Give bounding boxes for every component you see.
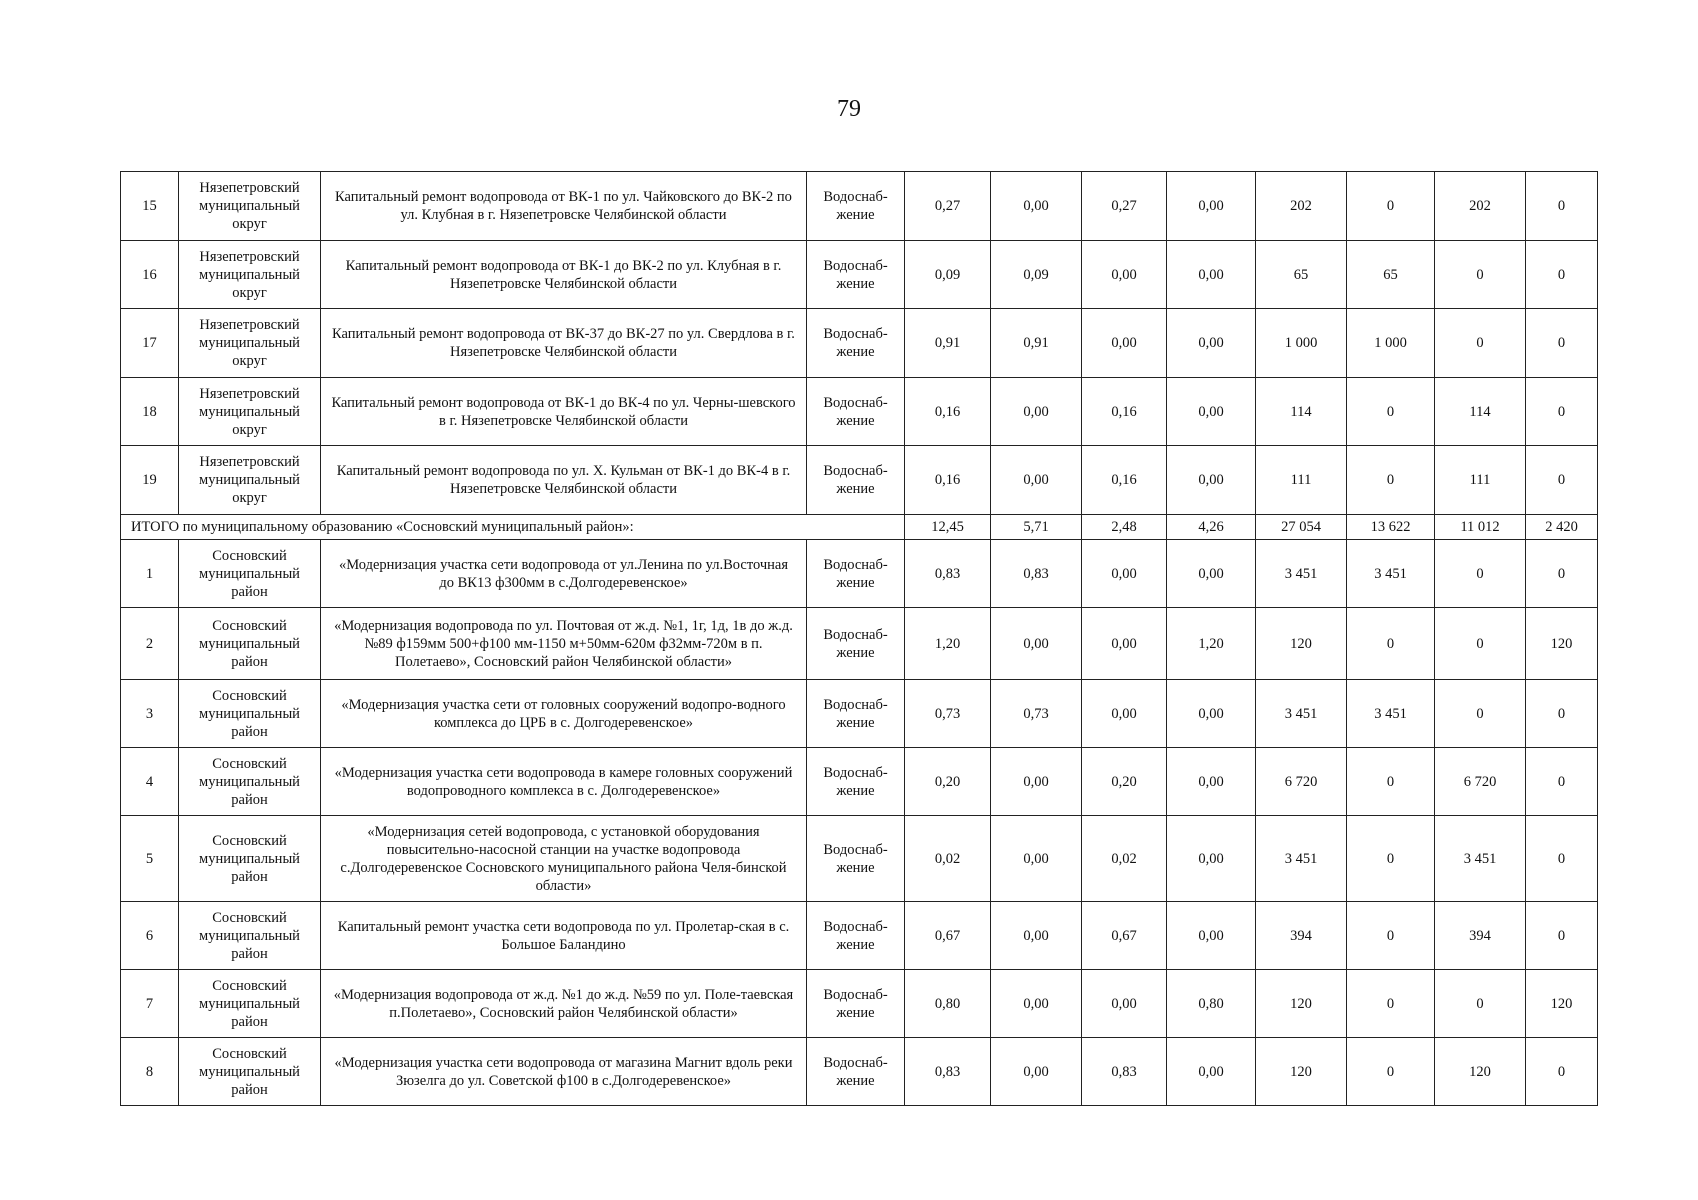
description-cell: «Модернизация водопровода от ж.д. №1 до ж.д. №59 по ул. Поле-таевская п.Полетаево», Сосновский район Челябинской области» bbox=[321, 970, 807, 1038]
row-number: 4 bbox=[121, 748, 179, 816]
row-number: 5 bbox=[121, 816, 179, 902]
value-cell: 0,16 bbox=[905, 446, 991, 515]
value-cell: 0,00 bbox=[1167, 680, 1256, 748]
description-cell: Капитальный ремонт водопровода по ул. Х. Кульман от ВК-1 до ВК-4 в г. Нязепетровске Челябинской области bbox=[321, 446, 807, 515]
row-number: 1 bbox=[121, 540, 179, 608]
description-cell: «Модернизация участка сети водопровода от ул.Ленина по ул.Восточная до ВК13 ф300мм в с.Долгодеревенское» bbox=[321, 540, 807, 608]
value-cell: 0 bbox=[1435, 608, 1526, 680]
value-cell: 0 bbox=[1526, 680, 1598, 748]
value-cell: 120 bbox=[1256, 970, 1347, 1038]
value-cell: 11 012 bbox=[1435, 515, 1526, 540]
table-row bbox=[121, 172, 1598, 241]
value-cell: 0 bbox=[1435, 309, 1526, 378]
investment-table bbox=[120, 171, 1598, 1106]
value-cell: 0,91 bbox=[991, 309, 1082, 378]
value-cell: 0,00 bbox=[1167, 378, 1256, 446]
municipality-cell: Нязепетровский муниципальный округ bbox=[179, 446, 321, 515]
value-cell: 0 bbox=[1347, 378, 1435, 446]
description-cell: «Модернизация участка сети водопровода в камере головных сооружений водопроводного комплекса в с. Долгодеревенское» bbox=[321, 748, 807, 816]
municipality-cell: Сосновский муниципальный район bbox=[179, 1038, 321, 1106]
municipality-cell: Сосновский муниципальный район bbox=[179, 748, 321, 816]
value-cell: 0 bbox=[1526, 446, 1598, 515]
value-cell: 0,27 bbox=[1082, 172, 1167, 241]
value-cell: 0 bbox=[1347, 446, 1435, 515]
value-cell: 0 bbox=[1526, 748, 1598, 816]
value-cell: 0,16 bbox=[1082, 446, 1167, 515]
value-cell: 0 bbox=[1526, 1038, 1598, 1106]
value-cell: 0 bbox=[1526, 172, 1598, 241]
value-cell: 0 bbox=[1526, 540, 1598, 608]
value-cell: 0,02 bbox=[1082, 816, 1167, 902]
value-cell: 0,27 bbox=[905, 172, 991, 241]
table-row bbox=[121, 241, 1598, 309]
row-number: 6 bbox=[121, 902, 179, 970]
value-cell: 0,67 bbox=[905, 902, 991, 970]
municipality-cell: Нязепетровский муниципальный округ bbox=[179, 241, 321, 309]
description-cell: Капитальный ремонт водопровода от ВК-1 до ВК-2 по ул. Клубная в г. Нязепетровске Челябинской области bbox=[321, 241, 807, 309]
category-cell: Водоснаб-жение bbox=[807, 172, 905, 241]
table-body bbox=[121, 172, 1598, 1106]
municipality-cell: Сосновский муниципальный район bbox=[179, 540, 321, 608]
value-cell: 0,00 bbox=[991, 1038, 1082, 1106]
value-cell: 0,83 bbox=[905, 1038, 991, 1106]
value-cell: 0,00 bbox=[1167, 748, 1256, 816]
municipality-cell: Сосновский муниципальный район bbox=[179, 680, 321, 748]
value-cell: 0,20 bbox=[905, 748, 991, 816]
category-cell: Водоснаб-жение bbox=[807, 1038, 905, 1106]
category-cell: Водоснаб-жение bbox=[807, 608, 905, 680]
value-cell: 0 bbox=[1347, 816, 1435, 902]
value-cell: 0,91 bbox=[905, 309, 991, 378]
category-cell: Водоснаб-жение bbox=[807, 748, 905, 816]
value-cell: 0,73 bbox=[991, 680, 1082, 748]
value-cell: 0,09 bbox=[991, 241, 1082, 309]
value-cell: 0,00 bbox=[1082, 970, 1167, 1038]
description-cell: Капитальный ремонт участка сети водопровода по ул. Пролетар-ская в с. Большое Баландино bbox=[321, 902, 807, 970]
row-number: 3 bbox=[121, 680, 179, 748]
value-cell: 6 720 bbox=[1256, 748, 1347, 816]
row-number: 8 bbox=[121, 1038, 179, 1106]
value-cell: 202 bbox=[1435, 172, 1526, 241]
value-cell: 0 bbox=[1526, 816, 1598, 902]
row-number: 19 bbox=[121, 446, 179, 515]
value-cell: 3 451 bbox=[1256, 680, 1347, 748]
value-cell: 0,00 bbox=[1167, 241, 1256, 309]
value-cell: 202 bbox=[1256, 172, 1347, 241]
description-cell: Капитальный ремонт водопровода от ВК-1 по ул. Чайковского до ВК-2 по ул. Клубная в г. Нязепетровске Челябинской области bbox=[321, 172, 807, 241]
description-cell: «Модернизация участка сети от головных сооружений водопро-водного комплекса до ЦРБ в с. Долгодеревенское» bbox=[321, 680, 807, 748]
value-cell: 0,00 bbox=[991, 748, 1082, 816]
value-cell: 27 054 bbox=[1256, 515, 1347, 540]
municipality-cell: Сосновский муниципальный район bbox=[179, 816, 321, 902]
value-cell: 1 000 bbox=[1256, 309, 1347, 378]
category-cell: Водоснаб-жение bbox=[807, 309, 905, 378]
value-cell: 394 bbox=[1256, 902, 1347, 970]
value-cell: 0,80 bbox=[905, 970, 991, 1038]
table-row bbox=[121, 378, 1598, 446]
value-cell: 3 451 bbox=[1256, 540, 1347, 608]
value-cell: 394 bbox=[1435, 902, 1526, 970]
value-cell: 2,48 bbox=[1082, 515, 1167, 540]
value-cell: 120 bbox=[1526, 970, 1598, 1038]
table-row bbox=[121, 446, 1598, 515]
municipality-cell: Нязепетровский муниципальный округ bbox=[179, 309, 321, 378]
value-cell: 65 bbox=[1347, 241, 1435, 309]
category-cell: Водоснаб-жение bbox=[807, 540, 905, 608]
value-cell: 0 bbox=[1347, 902, 1435, 970]
value-cell: 0,00 bbox=[1167, 446, 1256, 515]
municipality-cell: Сосновский муниципальный район bbox=[179, 902, 321, 970]
value-cell: 0,16 bbox=[905, 378, 991, 446]
value-cell: 0,00 bbox=[1082, 680, 1167, 748]
row-number: 2 bbox=[121, 608, 179, 680]
value-cell: 0,00 bbox=[1167, 1038, 1256, 1106]
municipality-cell: Сосновский муниципальный район bbox=[179, 970, 321, 1038]
municipality-cell: Нязепетровский муниципальный округ bbox=[179, 172, 321, 241]
value-cell: 0,00 bbox=[991, 608, 1082, 680]
row-number: 15 bbox=[121, 172, 179, 241]
value-cell: 0 bbox=[1347, 748, 1435, 816]
value-cell: 0,00 bbox=[991, 902, 1082, 970]
category-cell: Водоснаб-жение bbox=[807, 816, 905, 902]
value-cell: 0 bbox=[1347, 970, 1435, 1038]
category-cell: Водоснаб-жение bbox=[807, 970, 905, 1038]
table-row bbox=[121, 816, 1598, 902]
value-cell: 3 451 bbox=[1256, 816, 1347, 902]
table-row bbox=[121, 970, 1598, 1038]
page-number: 79 bbox=[837, 96, 861, 122]
description-cell: Капитальный ремонт водопровода от ВК-37 до ВК-27 по ул. Свердлова в г. Нязепетровске Челябинской области bbox=[321, 309, 807, 378]
value-cell: 3 451 bbox=[1347, 680, 1435, 748]
description-cell: «Модернизация участка сети водопровода от магазина Магнит вдоль реки Зюзелга до ул. Советской ф100 в с.Долгодеревенское» bbox=[321, 1038, 807, 1106]
value-cell: 3 451 bbox=[1435, 816, 1526, 902]
value-cell: 0 bbox=[1526, 902, 1598, 970]
municipality-cell: Нязепетровский муниципальный округ bbox=[179, 378, 321, 446]
category-cell: Водоснаб-жение bbox=[807, 680, 905, 748]
value-cell: 0 bbox=[1347, 608, 1435, 680]
value-cell: 0,00 bbox=[1167, 902, 1256, 970]
total-label: ИТОГО по муниципальному образованию «Сосновский муниципальный район»: bbox=[121, 515, 905, 540]
value-cell: 0,00 bbox=[1167, 309, 1256, 378]
value-cell: 0,00 bbox=[991, 446, 1082, 515]
value-cell: 114 bbox=[1256, 378, 1347, 446]
value-cell: 120 bbox=[1526, 608, 1598, 680]
value-cell: 6 720 bbox=[1435, 748, 1526, 816]
table-row bbox=[121, 902, 1598, 970]
category-cell: Водоснаб-жение bbox=[807, 241, 905, 309]
row-number: 16 bbox=[121, 241, 179, 309]
total-row bbox=[121, 515, 1598, 540]
table-row bbox=[121, 1038, 1598, 1106]
description-cell: Капитальный ремонт водопровода от ВК-1 до ВК-4 по ул. Черны-шевского в г. Нязепетровске Челябинской области bbox=[321, 378, 807, 446]
value-cell: 0 bbox=[1435, 680, 1526, 748]
category-cell: Водоснаб-жение bbox=[807, 902, 905, 970]
value-cell: 0,80 bbox=[1167, 970, 1256, 1038]
category-cell: Водоснаб-жение bbox=[807, 446, 905, 515]
value-cell: 5,71 bbox=[991, 515, 1082, 540]
value-cell: 120 bbox=[1256, 1038, 1347, 1106]
value-cell: 0,00 bbox=[1082, 540, 1167, 608]
table-row bbox=[121, 540, 1598, 608]
value-cell: 13 622 bbox=[1347, 515, 1435, 540]
value-cell: 0 bbox=[1526, 241, 1598, 309]
description-cell: «Модернизация водопровода по ул. Почтовая от ж.д. №1, 1г, 1д, 1в до ж.д. №89 ф159мм 500+ф100 мм-1150 м+50мм-620м ф32мм-720м в п. Полетаево», Сосновский район Челябинской области» bbox=[321, 608, 807, 680]
value-cell: 0,20 bbox=[1082, 748, 1167, 816]
value-cell: 0,00 bbox=[991, 172, 1082, 241]
value-cell: 1,20 bbox=[905, 608, 991, 680]
value-cell: 111 bbox=[1435, 446, 1526, 515]
value-cell: 0 bbox=[1347, 1038, 1435, 1106]
table-row bbox=[121, 748, 1598, 816]
value-cell: 0,73 bbox=[905, 680, 991, 748]
value-cell: 12,45 bbox=[905, 515, 991, 540]
value-cell: 0,00 bbox=[991, 816, 1082, 902]
value-cell: 1 000 bbox=[1347, 309, 1435, 378]
value-cell: 0,00 bbox=[991, 970, 1082, 1038]
value-cell: 0,00 bbox=[1082, 309, 1167, 378]
row-number: 18 bbox=[121, 378, 179, 446]
table-row bbox=[121, 309, 1598, 378]
value-cell: 0,83 bbox=[905, 540, 991, 608]
value-cell: 111 bbox=[1256, 446, 1347, 515]
value-cell: 0,09 bbox=[905, 241, 991, 309]
value-cell: 0,16 bbox=[1082, 378, 1167, 446]
value-cell: 0 bbox=[1435, 540, 1526, 608]
value-cell: 0,67 bbox=[1082, 902, 1167, 970]
value-cell: 0,00 bbox=[1167, 172, 1256, 241]
value-cell: 65 bbox=[1256, 241, 1347, 309]
value-cell: 3 451 bbox=[1347, 540, 1435, 608]
value-cell: 4,26 bbox=[1167, 515, 1256, 540]
table-row bbox=[121, 680, 1598, 748]
value-cell: 114 bbox=[1435, 378, 1526, 446]
value-cell: 0 bbox=[1435, 241, 1526, 309]
value-cell: 1,20 bbox=[1167, 608, 1256, 680]
value-cell: 0,00 bbox=[1167, 540, 1256, 608]
value-cell: 0,00 bbox=[991, 378, 1082, 446]
value-cell: 0,02 bbox=[905, 816, 991, 902]
value-cell: 0 bbox=[1526, 378, 1598, 446]
value-cell: 120 bbox=[1435, 1038, 1526, 1106]
row-number: 17 bbox=[121, 309, 179, 378]
table-row bbox=[121, 608, 1598, 680]
category-cell: Водоснаб-жение bbox=[807, 378, 905, 446]
value-cell: 2 420 bbox=[1526, 515, 1598, 540]
value-cell: 0,00 bbox=[1082, 241, 1167, 309]
value-cell: 0,83 bbox=[1082, 1038, 1167, 1106]
municipality-cell: Сосновский муниципальный район bbox=[179, 608, 321, 680]
row-number: 7 bbox=[121, 970, 179, 1038]
value-cell: 120 bbox=[1256, 608, 1347, 680]
value-cell: 0,83 bbox=[991, 540, 1082, 608]
value-cell: 0 bbox=[1347, 172, 1435, 241]
value-cell: 0 bbox=[1526, 309, 1598, 378]
description-cell: «Модернизация сетей водопровода, с установкой оборудования повысительно-насосной станции на участке водопровода с.Долгодеревенское Сосновского муниципального района Челя-бинской области» bbox=[321, 816, 807, 902]
value-cell: 0 bbox=[1435, 970, 1526, 1038]
value-cell: 0,00 bbox=[1167, 816, 1256, 902]
value-cell: 0,00 bbox=[1082, 608, 1167, 680]
